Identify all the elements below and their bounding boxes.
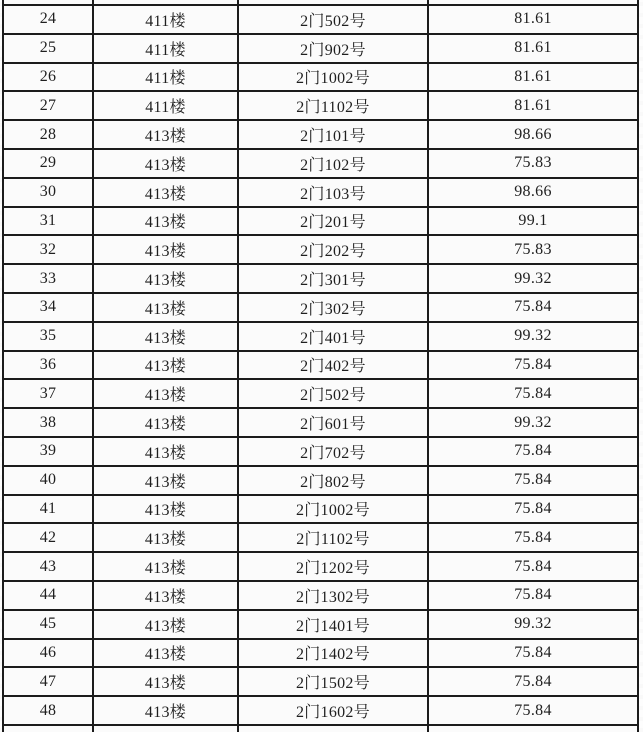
table-row: [2, 524, 639, 553]
cell-building: 413楼: [92, 323, 237, 350]
partial-cell: [237, 0, 427, 4]
table-row: [2, 208, 639, 237]
cell-room: 2门1401号: [237, 611, 427, 638]
cell-row-number: 35: [2, 323, 92, 350]
cell-row-number: 44: [2, 582, 92, 609]
cell-building: 411楼: [92, 6, 237, 33]
cell-room: 2门802号: [237, 467, 427, 494]
cell-row-number: 31: [2, 208, 92, 235]
cell-building: 413楼: [92, 294, 237, 321]
table-row: [2, 697, 639, 726]
table-row: [2, 611, 639, 640]
cell-building: 413楼: [92, 524, 237, 551]
cell-room: 2门502号: [237, 380, 427, 407]
cell-area: 75.84: [427, 524, 639, 551]
cell-room: 2门102号: [237, 150, 427, 177]
cell-row-number: 38: [2, 409, 92, 436]
cell-row-number: 25: [2, 35, 92, 62]
cell-building: 413楼: [92, 179, 237, 206]
cell-row-number: 42: [2, 524, 92, 551]
cell-area: 75.84: [427, 352, 639, 379]
cell-area: 81.61: [427, 35, 639, 62]
cell-room: 2门601号: [237, 409, 427, 436]
cell-row-number: 39: [2, 438, 92, 465]
cell-area: 75.84: [427, 438, 639, 465]
cell-row-number: 33: [2, 265, 92, 292]
table-row: [2, 438, 639, 467]
cell-building: 413楼: [92, 380, 237, 407]
cell-room: 2门1202号: [237, 553, 427, 580]
cell-row-number: 30: [2, 179, 92, 206]
table-row: [2, 64, 639, 93]
cell-area: 99.32: [427, 611, 639, 638]
cell-area: 75.84: [427, 582, 639, 609]
cell-building: 411楼: [92, 92, 237, 119]
cell-room: 2门103号: [237, 179, 427, 206]
cell-row-number: 48: [2, 697, 92, 724]
cell-area: 75.84: [427, 380, 639, 407]
table-row: [2, 6, 639, 35]
cell-room: 2门1302号: [237, 582, 427, 609]
cell-building: 413楼: [92, 467, 237, 494]
cell-area: 98.66: [427, 179, 639, 206]
cell-row-number: 43: [2, 553, 92, 580]
cell-area: 99.32: [427, 265, 639, 292]
cell-area: 75.84: [427, 668, 639, 695]
table-row: [2, 467, 639, 496]
table-row: [2, 121, 639, 150]
cell-row-number: 27: [2, 92, 92, 119]
cell-row-number: 34: [2, 294, 92, 321]
cell-building: 413楼: [92, 236, 237, 263]
cell-room: 2门702号: [237, 438, 427, 465]
cell-building: 413楼: [92, 697, 237, 724]
table-row: [2, 668, 639, 697]
cell-building: 413楼: [92, 553, 237, 580]
cell-room: 2门1502号: [237, 668, 427, 695]
cell-row-number: 46: [2, 640, 92, 667]
table-row: [2, 265, 639, 294]
cell-building: 413楼: [92, 265, 237, 292]
cell-building: 413楼: [92, 150, 237, 177]
cell-room: 2门202号: [237, 236, 427, 263]
cell-building: 413楼: [92, 352, 237, 379]
cell-building: 413楼: [92, 582, 237, 609]
cell-room: 2门1402号: [237, 640, 427, 667]
cell-building: 413楼: [92, 611, 237, 638]
cell-building: 413楼: [92, 438, 237, 465]
table-row: [2, 92, 639, 121]
table-row: [2, 582, 639, 611]
cell-area: 99.32: [427, 323, 639, 350]
cell-row-number: 45: [2, 611, 92, 638]
partial-cell: [427, 726, 639, 732]
cell-room: 2门1602号: [237, 697, 427, 724]
cell-building: 411楼: [92, 35, 237, 62]
cell-area: 75.83: [427, 150, 639, 177]
table-row: [2, 294, 639, 323]
cell-area: 75.84: [427, 467, 639, 494]
cell-area: 75.83: [427, 236, 639, 263]
cell-room: 2门301号: [237, 265, 427, 292]
cell-area: 75.84: [427, 553, 639, 580]
cell-area: 81.61: [427, 64, 639, 91]
cell-room: 2门1002号: [237, 496, 427, 523]
cell-row-number: 37: [2, 380, 92, 407]
cell-row-number: 26: [2, 64, 92, 91]
cell-area: 99.1: [427, 208, 639, 235]
partial-cell: [237, 726, 427, 732]
cell-area: 81.61: [427, 6, 639, 33]
cell-area: 98.66: [427, 121, 639, 148]
cell-row-number: 47: [2, 668, 92, 695]
table-row: [2, 409, 639, 438]
table-row: [2, 236, 639, 265]
cell-row-number: 24: [2, 6, 92, 33]
cell-building: 413楼: [92, 208, 237, 235]
partial-cell: [92, 0, 237, 4]
table-row: [2, 553, 639, 582]
cell-building: 413楼: [92, 668, 237, 695]
cell-room: 2门502号: [237, 6, 427, 33]
table-row: [2, 179, 639, 208]
cell-room: 2门1002号: [237, 64, 427, 91]
table-row: [2, 150, 639, 179]
units-table: [2, 0, 639, 732]
partial-row-bottom: [2, 726, 639, 732]
table-row: [2, 496, 639, 525]
cell-row-number: 36: [2, 352, 92, 379]
table-row: [2, 640, 639, 669]
cell-building: 413楼: [92, 640, 237, 667]
cell-room: 2门1102号: [237, 524, 427, 551]
cell-row-number: 28: [2, 121, 92, 148]
cell-area: 75.84: [427, 640, 639, 667]
cell-area: 75.84: [427, 496, 639, 523]
cell-row-number: 32: [2, 236, 92, 263]
cell-row-number: 29: [2, 150, 92, 177]
table-row: [2, 35, 639, 64]
cell-area: 99.32: [427, 409, 639, 436]
table-row: [2, 323, 639, 352]
cell-room: 2门1102号: [237, 92, 427, 119]
cell-room: 2门902号: [237, 35, 427, 62]
cell-room: 2门402号: [237, 352, 427, 379]
cell-room: 2门201号: [237, 208, 427, 235]
cell-room: 2门101号: [237, 121, 427, 148]
cell-building: 413楼: [92, 496, 237, 523]
cell-room: 2门401号: [237, 323, 427, 350]
cell-building: 413楼: [92, 409, 237, 436]
table-row: [2, 352, 639, 381]
partial-cell: [2, 726, 92, 732]
cell-area: 81.61: [427, 92, 639, 119]
partial-cell: [2, 0, 92, 4]
cell-row-number: 40: [2, 467, 92, 494]
table-row: [2, 380, 639, 409]
cell-room: 2门302号: [237, 294, 427, 321]
partial-cell: [92, 726, 237, 732]
cell-building: 411楼: [92, 64, 237, 91]
partial-cell: [427, 0, 639, 4]
cell-building: 413楼: [92, 121, 237, 148]
cell-row-number: 41: [2, 496, 92, 523]
cell-area: 75.84: [427, 294, 639, 321]
cell-area: 75.84: [427, 697, 639, 724]
